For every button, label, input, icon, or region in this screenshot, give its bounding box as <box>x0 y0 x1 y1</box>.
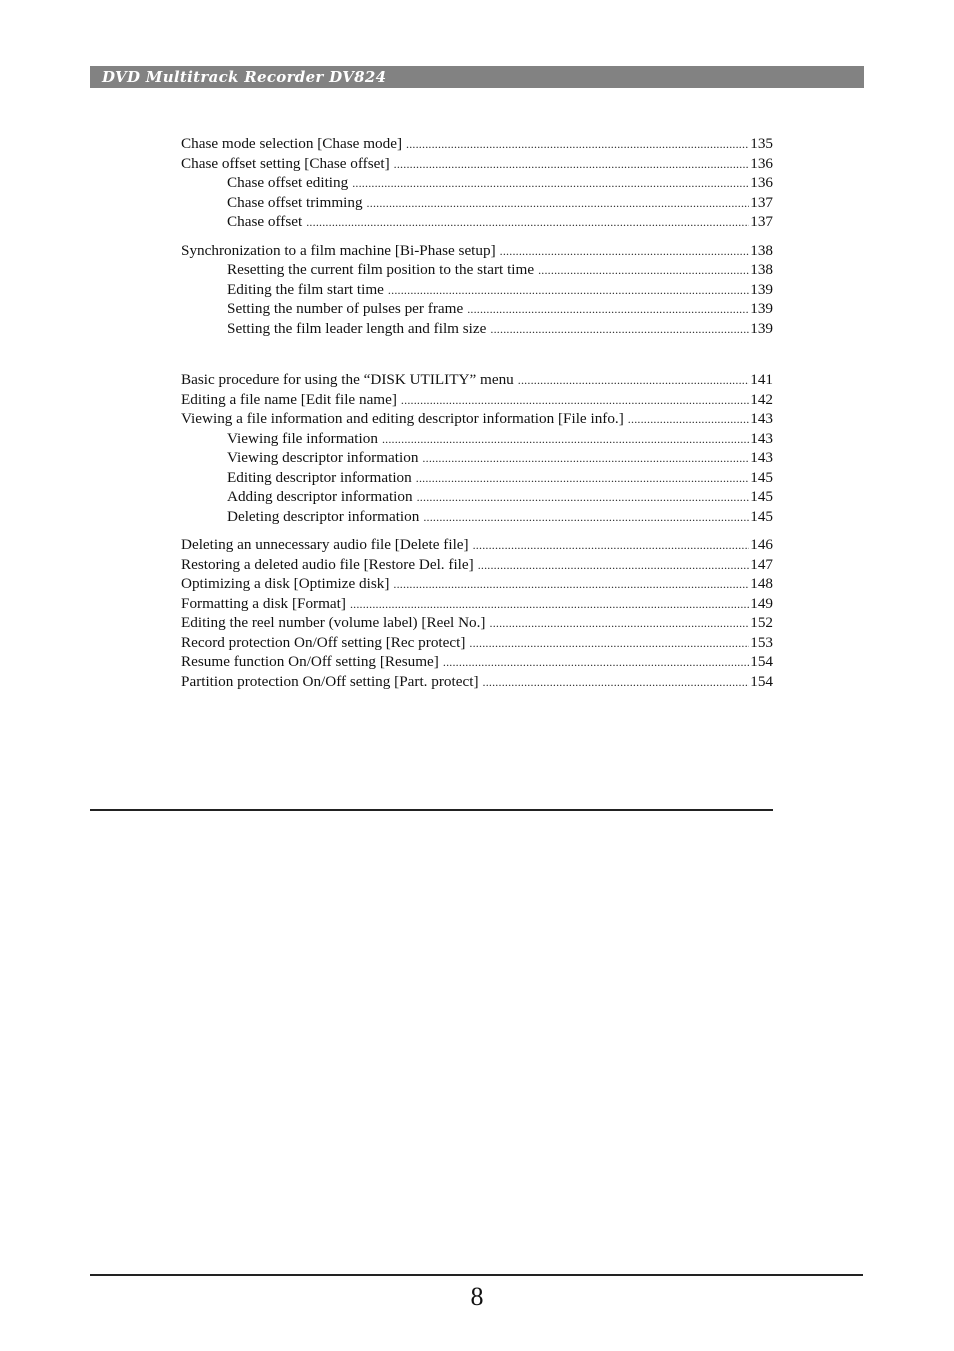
toc-entry <box>181 672 773 692</box>
dot-leader <box>500 242 750 262</box>
dot-leader <box>423 508 749 528</box>
dot-leader <box>443 653 749 673</box>
toc-group <box>181 535 773 691</box>
toc-entry-page: 145 <box>750 507 773 525</box>
footer-rule <box>90 1274 863 1276</box>
toc-subentry <box>181 280 773 300</box>
toc-entry <box>181 594 773 614</box>
toc-entry-title: Chase offset trimming <box>227 193 363 211</box>
toc-entry-title: Editing descriptor information <box>227 468 412 486</box>
toc-entry-page: 154 <box>750 672 773 690</box>
toc-entry-page: 136 <box>750 154 773 172</box>
dot-leader <box>422 449 749 469</box>
dot-leader <box>416 469 749 489</box>
toc-entry-title: Viewing descriptor information <box>227 449 419 466</box>
toc-entry-page: 149 <box>750 594 773 612</box>
toc-entry-page: 136 <box>750 174 773 191</box>
toc-entry-page: 154 <box>750 653 773 670</box>
toc-entry-page: 146 <box>750 536 773 553</box>
dot-leader <box>473 536 750 556</box>
toc-entry-title: Deleting an unnecessary audio file [Delete file] <box>181 536 469 553</box>
toc-entry-title: Resetting the current film position to the start time <box>227 261 535 278</box>
dot-leader <box>406 135 749 155</box>
section-divider <box>90 809 773 811</box>
toc-subentry <box>181 507 773 527</box>
dot-leader <box>417 488 750 508</box>
toc-entry-page: 141 <box>750 371 773 388</box>
toc-entry-page: 143 <box>750 449 773 466</box>
toc-entry-title: Chase offset editing <box>227 174 349 191</box>
toc-entry-title: Chase offset <box>227 213 303 230</box>
toc-entry <box>181 574 773 594</box>
toc-entry-page: 148 <box>750 575 773 592</box>
dot-leader <box>518 371 749 391</box>
header-title: DVD Multitrack Recorder DV824 <box>102 68 387 86</box>
dot-leader <box>467 300 749 320</box>
toc-subentry <box>181 173 773 193</box>
dot-leader <box>352 174 749 194</box>
toc-entry-page: 145 <box>750 468 773 486</box>
dot-leader <box>306 213 749 233</box>
toc-entry-title: Record protection On/Off setting [Rec protect] <box>181 633 466 651</box>
toc-entry <box>181 390 773 410</box>
toc-entry-title: Deleting descriptor information <box>227 507 420 525</box>
dot-leader <box>469 634 749 654</box>
table-of-contents <box>181 134 773 691</box>
toc-entry-title: Editing a file name [Edit file name] <box>181 390 397 408</box>
toc-entry-page: 145 <box>750 488 773 505</box>
toc-group <box>181 241 773 339</box>
toc-entry-page: 138 <box>750 241 773 259</box>
toc-entry <box>181 613 773 633</box>
dot-leader <box>388 281 749 301</box>
toc-subentry <box>181 299 773 319</box>
toc-entry-page: 152 <box>750 614 773 631</box>
toc-entry-title: Adding descriptor information <box>227 488 413 505</box>
toc-subentry <box>181 319 773 339</box>
toc-subentry <box>181 448 773 468</box>
toc-entry-page: 135 <box>750 135 773 152</box>
toc-entry <box>181 134 773 154</box>
toc-group <box>181 370 773 526</box>
toc-entry-page: 153 <box>750 633 773 651</box>
dot-leader <box>478 556 750 576</box>
toc-entry-page: 137 <box>750 193 773 211</box>
toc-entry-title: Synchronization to a film machine [Bi-Phase setup] <box>181 241 496 259</box>
toc-entry-title: Partition protection On/Off setting [Part. protect] <box>181 672 479 690</box>
toc-entry <box>181 555 773 575</box>
toc-subentry <box>181 212 773 232</box>
toc-entry-page: 137 <box>750 213 773 230</box>
toc-entry <box>181 633 773 653</box>
toc-entry <box>181 154 773 174</box>
toc-entry-title: Optimizing a disk [Optimize disk] <box>181 575 390 592</box>
dot-leader <box>483 673 750 693</box>
toc-entry <box>181 409 773 429</box>
toc-entry-title: Restoring a deleted audio file [Restore Del. file] <box>181 555 474 573</box>
toc-entry-title: Resume function On/Off setting [Resume] <box>181 653 439 670</box>
dot-leader <box>628 410 749 430</box>
toc-entry-title: Setting the number of pulses per frame <box>227 300 464 317</box>
toc-entry-title: Editing the reel number (volume label) [Reel No.] <box>181 614 486 631</box>
toc-entry-title: Setting the film leader length and film size <box>227 319 487 337</box>
toc-subentry <box>181 260 773 280</box>
dot-leader <box>382 430 749 450</box>
toc-subentry <box>181 468 773 488</box>
toc-entry-title: Chase mode selection [Chase mode] <box>181 135 402 152</box>
toc-entry-title: Basic procedure for using the “DISK UTILITY” menu <box>181 371 514 388</box>
toc-entry-page: 139 <box>750 300 773 317</box>
toc-entry <box>181 241 773 261</box>
toc-subentry <box>181 193 773 213</box>
dot-leader <box>367 194 750 214</box>
toc-entry-page: 138 <box>750 261 773 278</box>
page-number: 8 <box>470 1282 484 1311</box>
toc-entry <box>181 535 773 555</box>
toc-entry-page: 147 <box>750 555 773 573</box>
dot-leader <box>393 575 749 595</box>
dot-leader <box>401 391 749 411</box>
toc-group <box>181 134 773 232</box>
toc-entry-page: 142 <box>750 390 773 408</box>
dot-leader <box>490 614 750 634</box>
toc-entry-title: Viewing file information <box>227 429 378 447</box>
toc-entry-title: Chase offset setting [Chase offset] <box>181 154 390 172</box>
toc-entry <box>181 652 773 672</box>
toc-subentry <box>181 487 773 507</box>
dot-leader <box>490 320 749 340</box>
toc-entry-title: Editing the film start time <box>227 280 384 298</box>
dot-leader <box>350 595 749 615</box>
dot-leader <box>538 261 749 281</box>
toc-entry-page: 143 <box>750 429 773 447</box>
header-bar <box>90 66 864 88</box>
toc-entry-page: 139 <box>750 319 773 337</box>
toc-entry-title: Formatting a disk [Format] <box>181 594 346 612</box>
toc-entry-page: 143 <box>750 410 773 427</box>
toc-entry-page: 139 <box>750 280 773 298</box>
toc-subentry <box>181 429 773 449</box>
dot-leader <box>394 155 750 175</box>
toc-entry <box>181 370 773 390</box>
toc-entry-title: Viewing a file information and editing descriptor information [File info.] <box>181 410 624 427</box>
